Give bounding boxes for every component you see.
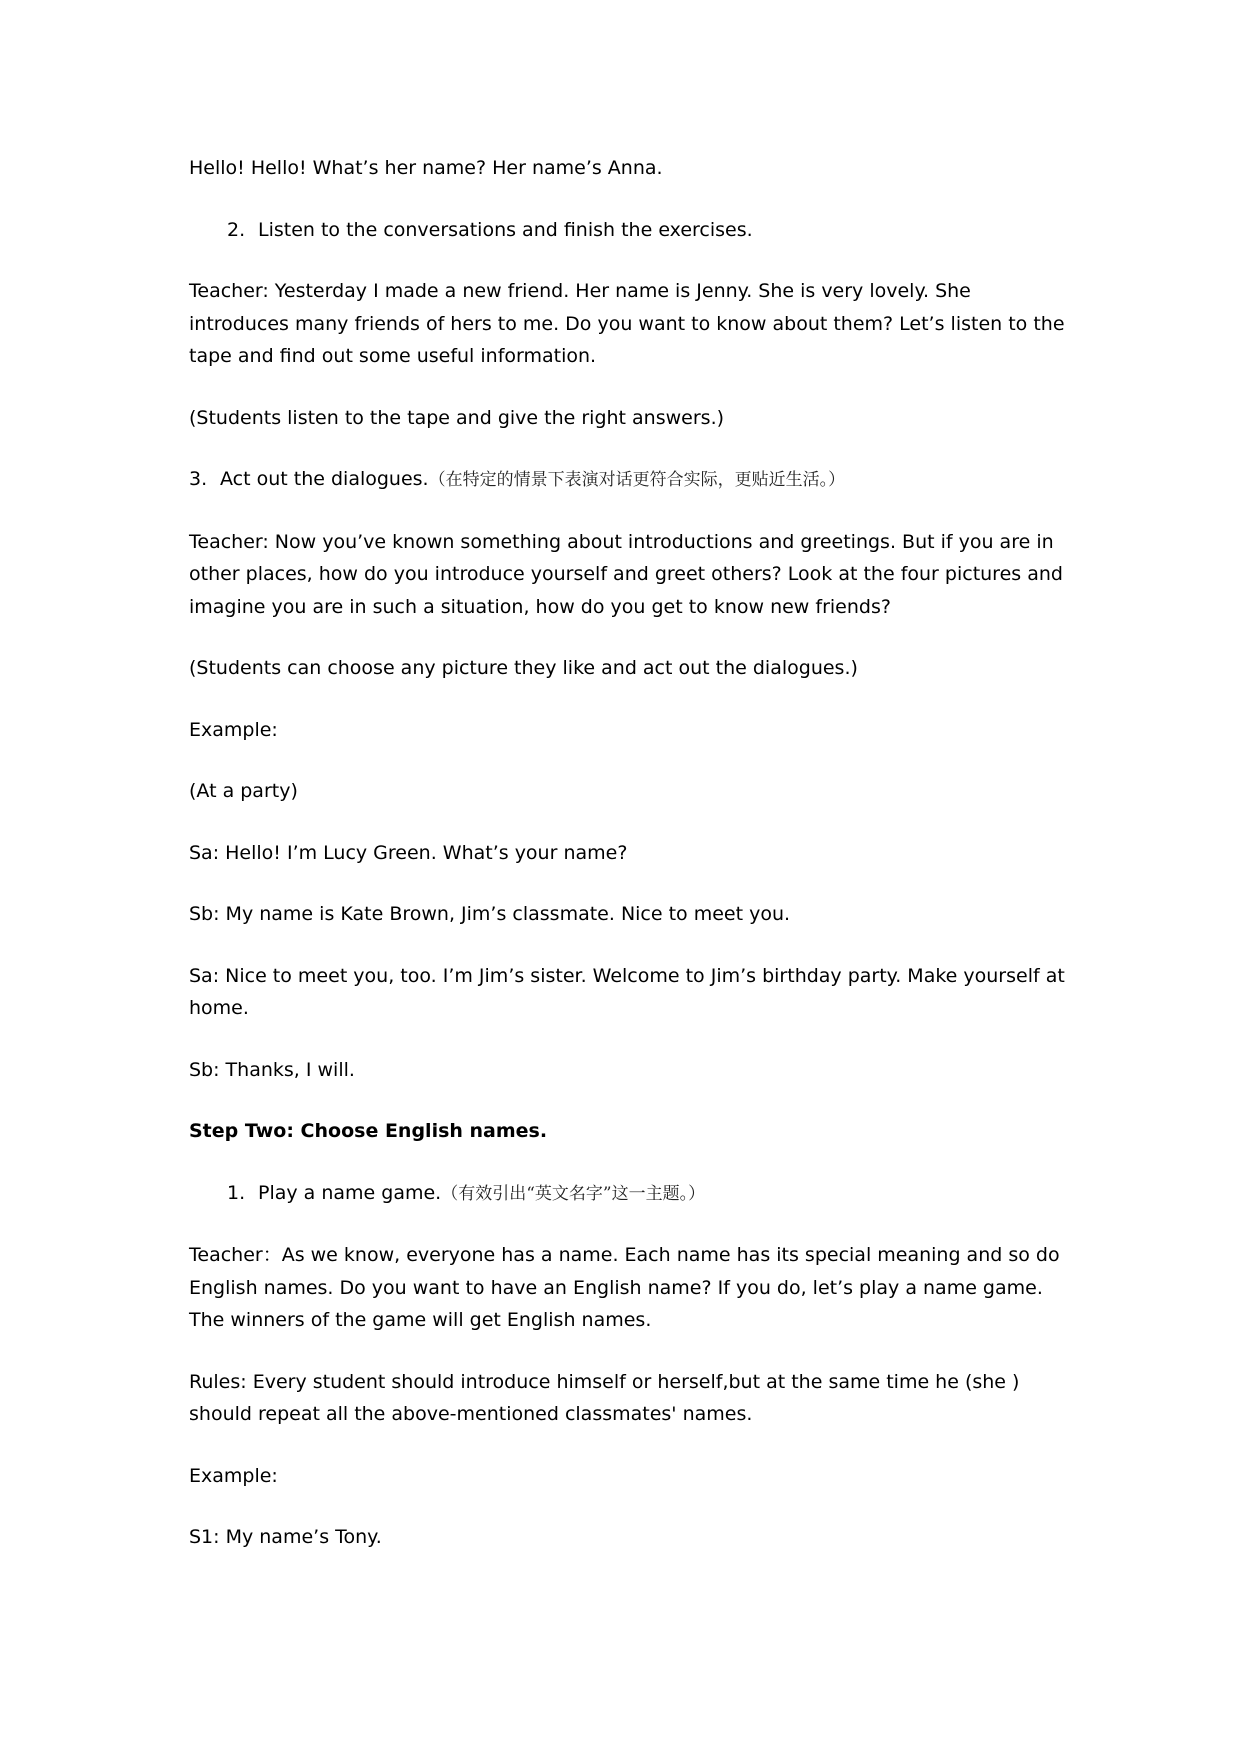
dialogue-text: Sb: Thanks, I will. [189,1058,355,1081]
dialogue-line-sa-1 [189,837,1069,870]
paragraph-text: Hello! Hello! What’s her name? Her name’s Anna. [189,157,663,179]
heading-text: Step Two: Choose English names. [189,1120,548,1142]
list-number: 2. [227,218,246,241]
dialogue-line-sb-2 [189,1054,1069,1087]
list-item-listen [189,214,1069,247]
paragraph-example-label [189,714,1069,747]
list-item-text: Play a name game. [258,1181,442,1204]
paragraph-text: Rules: Every student should introduce himself or herself,but at the same time he (she ) should repeat all the above-mentioned classmates' names. [189,1370,1020,1425]
paragraph-text: Teacher：As we know, everyone has a name. Each name has its special meaning and so do English names. Do you want to have an English name? If you do, let’s play a name game. The winners of the game will get English names. [189,1244,1060,1331]
paragraph-teacher-jenny [189,275,1069,373]
paragraph-text: Example: [189,1464,278,1487]
paragraph-text: Example: [189,718,278,741]
paragraph-students-choose [189,652,1069,685]
paragraph-at-a-party [189,775,1069,808]
paragraph-text: (Students can choose any picture they like and act out the dialogues.) [189,657,858,679]
paragraph-text: Teacher: Yesterday I made a new friend. Her name is Jenny. She is very lovely. She introduces many friends of hers to me. Do you want to know about them? Let’s listen to the tape and find out some useful information. [189,280,1065,367]
paragraph-text: (Students listen to the tape and give the right answers.) [189,406,725,429]
chinese-note: （有效引出“英文名字”这一主题。） [441,1183,706,1204]
dialogue-text: Sa: Nice to meet you, too. I’m Jim’s sister. Welcome to Jim’s birthday party. Make yourself at home. [189,964,1065,1019]
paragraph-teacher-introductions [189,526,1069,624]
list-number: 1. [227,1181,246,1204]
list-item-name-game [189,1177,1069,1211]
list-item-text: Act out the dialogues. [220,468,429,490]
dialogue-line-sa-2 [189,960,1069,1025]
paragraph-teacher-names [189,1239,1069,1337]
paragraph-rules [189,1366,1069,1431]
dialogue-line-sb-1 [189,898,1069,931]
paragraph-text: (At a party) [189,780,298,802]
paragraph-example-label-2 [189,1460,1069,1493]
paragraph-hello-anna [189,152,1069,185]
dialogue-text: S1: My name’s Tony. [189,1526,382,1548]
list-item-text: Listen to the conversations and finish the exercises. [258,218,753,241]
paragraph-students-listen [189,402,1069,435]
section-heading-step-two [189,1115,1069,1148]
paragraph-text: Teacher: Now you’ve known something about introductions and greetings. But if you are in other places, how do you introduce yourself and greet others? Look at the four pictures and imagine you are in such a situation, how do you get to know new friends? [189,530,1063,618]
dialogue-text: Sa: Hello! I’m Lucy Green. What’s your name? [189,841,628,864]
dialogue-line-s1 [189,1521,1069,1554]
document-body [189,152,1069,1583]
list-item-act-out [189,463,1069,497]
list-number: 3. [189,468,208,490]
chinese-note: （在特定的情景下表演对话更符合实际，更贴近生活。） [428,470,846,490]
dialogue-text: Sb: My name is Kate Brown, Jim’s classmate. Nice to meet you. [189,903,791,925]
